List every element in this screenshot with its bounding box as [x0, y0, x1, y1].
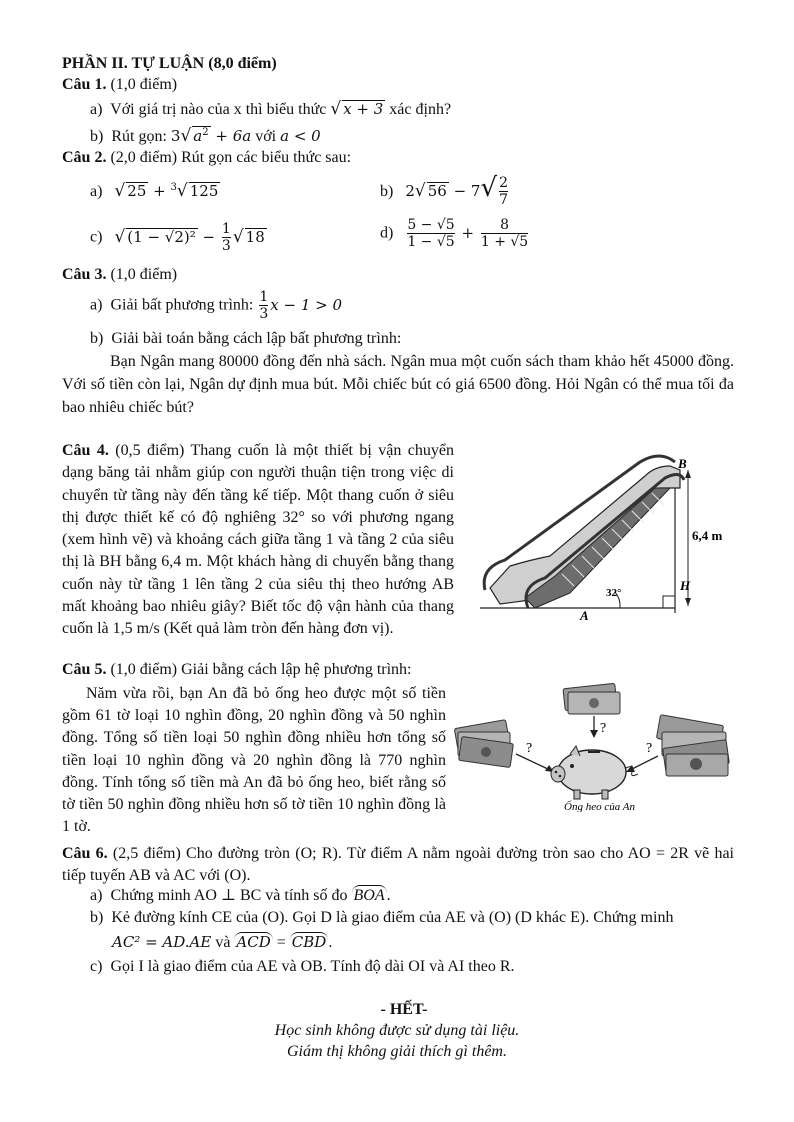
fig-label-a: A	[580, 608, 589, 623]
q1-b-coef: 3	[170, 127, 181, 145]
q6-a: a) Chứng minh AO ⊥ BC và tính số đo BOA .	[90, 885, 391, 907]
q6-b-arc1: ACD	[236, 933, 271, 951]
q2-b-minus: − 7	[453, 182, 481, 200]
q3-a-tail: x − 1 > 0	[270, 295, 343, 314]
footer-note-1: Học sinh không được sử dụng tài liệu.	[274, 1022, 520, 1039]
q2-b-den: 7	[499, 192, 508, 208]
piggy-bank-figure	[452, 682, 738, 812]
q2-b: b) 2√ 56 − 7√ $\frac{2}{7}$	[380, 173, 508, 208]
fig-q-left: ?	[526, 741, 533, 756]
q2-d-num2: 8	[500, 217, 509, 233]
q2-a-r1: 25	[127, 182, 147, 200]
q3-a-text: Giải bất phương trình:	[110, 296, 254, 314]
q2-d-plus: +	[461, 223, 475, 242]
q2-c-num: 1	[221, 221, 231, 237]
q5-points: (1,0 điểm) Giải bằng cách lập hệ phương trình:	[106, 661, 412, 678]
fig-height: 6,4 m	[692, 528, 723, 543]
q6-a-prefix: a)	[90, 887, 103, 904]
q3-b-text: Giải bài toán bằng cách lập bất phương trình:	[111, 330, 402, 347]
q1-a-suffix: xác định?	[389, 101, 452, 118]
q1-b-tail: + 6a	[215, 127, 252, 145]
q2-a-plus: +	[153, 182, 166, 200]
q6-b-prefix: b)	[90, 909, 104, 926]
q5-label: Câu 5.	[62, 661, 107, 678]
q4-body: (0,5 điểm) Thang cuốn là một thiết bị vận chuyển dạng băng tải nhằm giúp con người thuận tiện trong việc di chuyển từ tầng này đến tầng kế tiếp. Một thang cuốn ở siêu thị được thiết kế có độ nghiêng 32° so với phương ngang (xem hình vẽ) và khoảng cách giữa tầng 1 và tầng 2 của siêu thị là BH bằng 6,4 m. Một khách hàng di chuyển bằng thang cuốn này từ tầng 1 lên tầng 2 của siêu thị theo hướng AB mất khoảng bao nhiêu giây? Biết tốc độ vận hành của thang cuốn là 1,5 m/s (Kết quả làm tròn đến hàng đơn vị).	[62, 442, 454, 638]
q1-a-prefix: a)	[90, 101, 103, 118]
q1-a: a) Với giá trị nào của x thì biểu thức √ x + 3 xác định?	[90, 99, 452, 119]
q6-text	[62, 843, 734, 887]
q2-c-r: 18	[245, 227, 265, 246]
q2-d-num1: 5 − √5	[407, 217, 455, 233]
money-stack-left-icon	[454, 720, 513, 768]
q3-b-body: Bạn Ngân mang 80000 đồng đến nhà sách. Ngân mua một cuốn sách tham khảo hết 45000 đồng. Với số tiền còn lại, Ngân dự định mua bút. Mỗi chiếc bút có giá 6500 đồng. Hỏi Ngân có thể mua tối đa bao nhiêu chiếc bút?	[62, 353, 734, 416]
escalator-figure	[470, 448, 740, 638]
q2-label: Câu 2.	[62, 149, 107, 166]
q3-a	[90, 290, 342, 321]
q4-text	[62, 440, 454, 641]
q2-a-idx: 3	[170, 182, 177, 193]
money-stack-right-icon	[656, 715, 729, 776]
q2-c: c) √ (1 − √2)² − $\frac{1}{3}$ √ 18	[90, 221, 265, 254]
fig-q-top: ?	[600, 721, 607, 736]
q6-b-eq1: AC² = AD.AE	[112, 933, 212, 951]
q2-d-den2: 1 + √5	[480, 233, 529, 250]
q1-points: (1,0 điểm)	[106, 76, 178, 93]
fig-caption: Ống heo của An	[564, 801, 635, 812]
q2-c-minus: −	[202, 227, 216, 246]
q6-b-eq: AC² = AD.AE và ACD = CBD .	[112, 933, 333, 951]
q3-a-prefix: a)	[90, 296, 103, 314]
q1-b-inner: a	[193, 127, 203, 145]
q3-label: Câu 3.	[62, 266, 107, 283]
q2-d-den1: 1 − √5	[407, 233, 455, 250]
q6-c	[90, 957, 515, 978]
q5-body: Năm vừa rồi, bạn An đã bỏ ống heo được một số tiền gồm 61 tờ loại 10 nghìn đồng, 20 nghìn đồng và 50 nghìn đồng. Tổng số tiền loại 50 nghìn đồng nhiều hơn tổng số tiền loại 10 nghìn đồng và 20 nghìn đồng là 770 nghìn đồng. Tính tổng số tiền mà An đã bỏ ống heo, biết rằng số tờ tiền 50 nghìn đồng nhiều hơn số tờ tiền 10 nghìn đồng là 1 tờ.	[62, 685, 446, 836]
q6-body: (2,5 điểm) Cho đường tròn (O; R). Từ điểm A nằm ngoài đường tròn sao cho AO = 2R vẽ hai tiếp tuyến AB và AC với (O).	[62, 845, 734, 884]
q2-a: a) √ 25 + $^3$√ 125	[90, 181, 219, 201]
q6-a-text: Chứng minh AO ⊥ BC và tính số đo	[110, 887, 348, 904]
q3-a-den: 3	[259, 305, 269, 322]
q2-header	[62, 148, 351, 169]
q3-a-num: 1	[259, 289, 269, 305]
q3-b-prefix: b)	[90, 330, 104, 347]
q3-header	[62, 265, 177, 286]
q6-b-and: và	[215, 934, 231, 951]
fig-angle: 32°	[606, 587, 622, 599]
q1-b-cond-word: với	[255, 128, 277, 145]
q3-points: (1,0 điểm)	[106, 266, 178, 283]
fig-label-h: H	[680, 578, 691, 593]
q6-c-text: Gọi I là giao điểm của AE và OB. Tính độ dài OI và AI theo R.	[110, 958, 515, 975]
q1-header	[62, 75, 177, 96]
q2-c-den: 3	[221, 237, 231, 254]
q5-header	[62, 660, 412, 681]
piggy-bank-icon	[551, 746, 638, 799]
q2-c-inner: (1 − √2)²	[127, 227, 196, 246]
q4-label: Câu 4.	[62, 442, 109, 459]
q2-c-prefix: c)	[90, 228, 103, 246]
q6-a-angle: BOA	[352, 885, 387, 907]
q6-b-text: Kẻ đường kính CE của (O). Gọi D là giao điểm của AE và (O) (D khác E). Chứng minh	[111, 909, 674, 926]
q6-c-prefix: c)	[90, 958, 103, 975]
q2-a-prefix: a)	[90, 183, 103, 200]
q2-b-num: 2	[499, 175, 508, 192]
q1-b-prefix: b)	[90, 128, 104, 145]
q6-b-eqsign: =	[276, 934, 286, 951]
fig-label-b: B	[678, 456, 687, 471]
q2-points: (2,0 điểm) Rút gọn các biểu thức sau:	[106, 149, 352, 166]
q2-d	[380, 218, 530, 249]
q6-b-arc2: CBD	[291, 933, 327, 951]
q1-label: Câu 1.	[62, 76, 107, 93]
q1-a-text: Với giá trị nào của x thì biểu thức	[110, 101, 327, 118]
q1-b-cond: a < 0	[280, 127, 321, 145]
q2-a-r2: 125	[189, 182, 219, 200]
section-title: PHẦN II. TỰ LUẬN (8,0 điểm)	[62, 55, 277, 72]
q1-b-text: Rút gọn:	[111, 128, 167, 145]
q2-b-coef: 2	[405, 182, 415, 200]
q3-b	[90, 329, 401, 350]
q2-b-prefix: b)	[380, 183, 394, 200]
q1-b: b) Rút gọn: 3√ $a^2 + 6a$ với a < 0	[90, 126, 321, 146]
money-stack-top-icon	[563, 683, 620, 714]
q1-a-expr: x + 3	[343, 100, 384, 118]
q2-b-r1: 56	[427, 182, 447, 200]
footer-note-2: Giám thị không giải thích gì thêm.	[287, 1043, 507, 1060]
q6-b	[90, 908, 673, 929]
fig-q-right: ?	[646, 741, 653, 756]
q2-d-prefix: d)	[380, 224, 394, 242]
end-marker: - HẾT-	[380, 1001, 428, 1018]
q6-label: Câu 6.	[62, 845, 108, 862]
